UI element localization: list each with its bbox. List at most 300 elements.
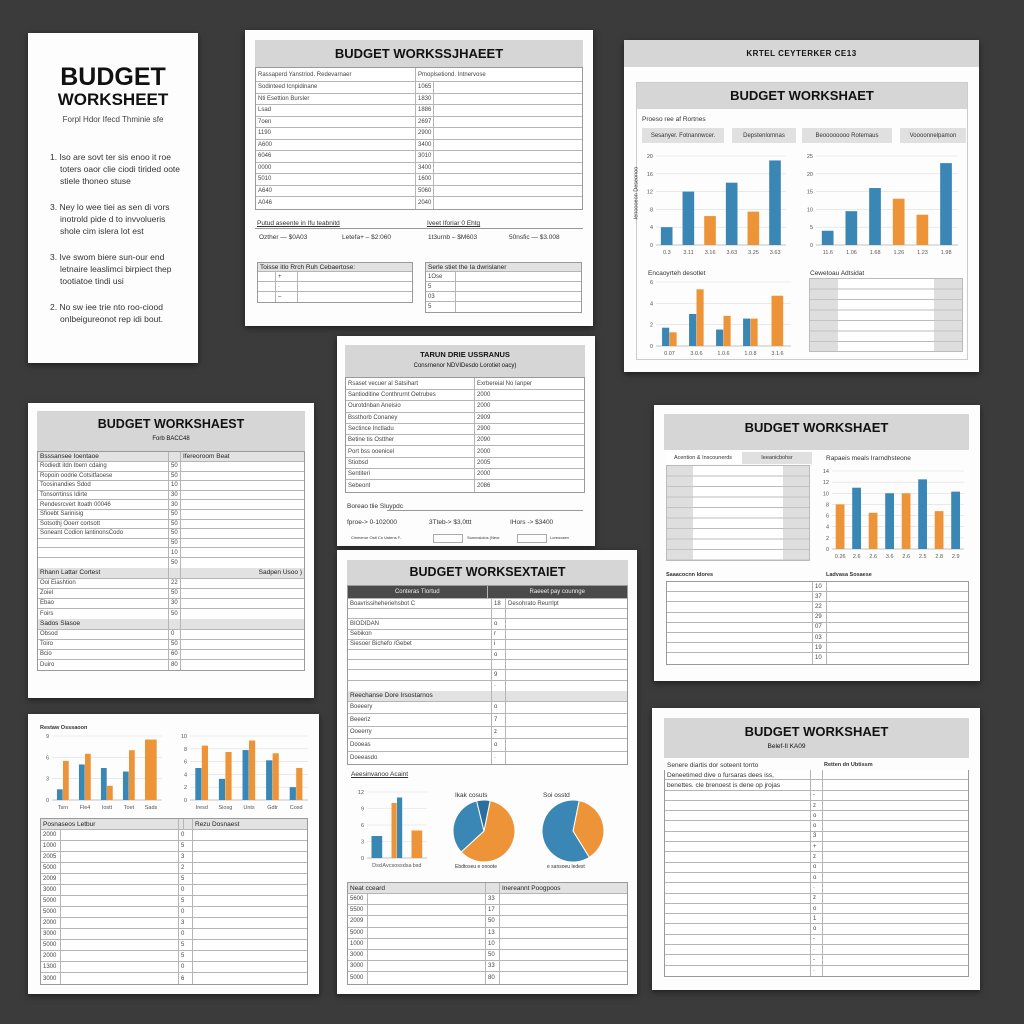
bar bbox=[195, 768, 201, 800]
bar bbox=[918, 479, 927, 549]
cover-title-line1: BUDGET bbox=[60, 63, 166, 91]
bar bbox=[57, 789, 63, 800]
bar bbox=[85, 754, 91, 800]
y-tick-label: 2 bbox=[825, 535, 829, 542]
table-cell bbox=[506, 630, 627, 639]
table-cell bbox=[500, 972, 627, 983]
bar-chart-a bbox=[640, 152, 790, 257]
x-tick-label: 2.5 bbox=[918, 554, 927, 560]
y-tick-label: 4 bbox=[183, 772, 187, 779]
bar bbox=[951, 492, 960, 549]
x-tick-label: Cosd bbox=[289, 805, 303, 811]
y-tick-label: 9 bbox=[45, 734, 49, 740]
table-cell bbox=[368, 950, 486, 960]
table-cell: 2005 bbox=[41, 852, 61, 862]
table-cell bbox=[827, 602, 968, 611]
table-row bbox=[665, 883, 968, 893]
table-row bbox=[665, 955, 968, 965]
table-row bbox=[38, 510, 304, 520]
table-cell: 0 bbox=[169, 630, 181, 639]
table-cell bbox=[193, 896, 307, 906]
table-cell: 0 bbox=[179, 929, 193, 939]
bottom-table bbox=[347, 882, 628, 985]
bar-chart-c bbox=[640, 278, 795, 358]
input-box[interactable] bbox=[433, 534, 463, 543]
table-cell bbox=[38, 558, 169, 568]
x-tick-label: 11.6 bbox=[822, 250, 833, 256]
x-tick-label: 3.1.6 bbox=[771, 351, 784, 357]
table-cell: 17 bbox=[486, 905, 500, 915]
table-cell bbox=[823, 924, 968, 933]
summary-right-label: Iveet Iforiar 0 Ehtg bbox=[427, 220, 481, 227]
table-cell: 5000 bbox=[348, 972, 368, 983]
x-tick-label: 1.06 bbox=[846, 250, 857, 256]
table-cell bbox=[368, 905, 486, 915]
x-tick-label: Iostt bbox=[101, 805, 113, 811]
table-cell bbox=[665, 924, 811, 933]
table-cell bbox=[506, 702, 627, 714]
pie-chart-2 bbox=[540, 798, 606, 864]
column-header: Toisse itlo Rrch Ruh Cebaertose: bbox=[260, 263, 356, 271]
table-row bbox=[256, 117, 582, 129]
table-cell: 2000 bbox=[41, 918, 61, 928]
table-row bbox=[667, 592, 968, 602]
sheet-title: BUDGET WORKSSJHAEET bbox=[255, 40, 583, 67]
table-row bbox=[256, 105, 582, 117]
table-row bbox=[346, 435, 584, 446]
table-row bbox=[38, 589, 304, 599]
table-row bbox=[41, 962, 307, 973]
table-row bbox=[41, 874, 307, 885]
table-cell: Stiobsd bbox=[346, 458, 475, 468]
table-cell bbox=[506, 660, 627, 669]
column-header: Inereannt Poogpoos bbox=[502, 884, 561, 892]
x-tick-label: Dsd bbox=[372, 863, 382, 869]
table-cell bbox=[500, 939, 627, 949]
table-cell: · bbox=[492, 681, 506, 691]
y-tick-label: 0 bbox=[183, 798, 187, 804]
bar bbox=[412, 831, 423, 859]
table-cell bbox=[434, 197, 582, 209]
table-cell: o bbox=[811, 811, 823, 820]
table-cell bbox=[193, 830, 307, 840]
table-row bbox=[346, 458, 584, 469]
bar bbox=[145, 740, 157, 800]
table-cell bbox=[667, 643, 813, 652]
table-cell: 50 bbox=[486, 950, 500, 960]
y-axis-label: Ienoooeon Deseonoo bbox=[633, 166, 640, 220]
table-row bbox=[41, 951, 307, 962]
bar bbox=[290, 787, 296, 800]
table-cell: 1 bbox=[811, 914, 823, 923]
section-label bbox=[181, 619, 304, 629]
left-chart-sheet bbox=[28, 714, 319, 994]
table-row bbox=[38, 529, 304, 539]
table-cell bbox=[506, 727, 627, 739]
bar bbox=[822, 231, 834, 245]
bar bbox=[296, 768, 302, 800]
table-row bbox=[667, 643, 968, 653]
y-tick-label: 0 bbox=[809, 243, 813, 249]
table-row bbox=[38, 520, 304, 530]
table-cell bbox=[258, 282, 276, 291]
table-cell bbox=[181, 520, 304, 529]
table-row bbox=[348, 939, 627, 950]
cover-instructions bbox=[46, 151, 188, 339]
table-cell bbox=[181, 579, 304, 588]
table-cell bbox=[193, 885, 307, 895]
chart-label: Restaw Osssaoon bbox=[40, 725, 88, 731]
table-cell: 5 bbox=[426, 282, 456, 291]
filter-pill[interactable]: Voooonnelpamon bbox=[900, 128, 966, 143]
table-cell: Sebikon bbox=[348, 630, 492, 639]
table-cell: 2009 bbox=[348, 916, 368, 926]
table-row bbox=[38, 548, 304, 558]
table-cell: Foirs bbox=[38, 609, 169, 619]
bar bbox=[219, 779, 225, 800]
chart-c-label: Encaoyrteh desotlet bbox=[648, 270, 706, 277]
table-row bbox=[348, 950, 627, 961]
table-cell bbox=[823, 780, 968, 789]
sheet-subtitle: Forb BACC48 bbox=[152, 436, 190, 442]
table-row bbox=[348, 619, 627, 629]
table-row bbox=[348, 894, 627, 905]
table-row bbox=[348, 609, 627, 619]
table-cell: 5000 bbox=[41, 940, 61, 950]
bar bbox=[225, 752, 231, 800]
table-cell: Sodinteed Icnpidinane bbox=[256, 82, 416, 93]
x-tick-label: 1.68 bbox=[869, 250, 881, 256]
input-box[interactable] bbox=[517, 534, 547, 543]
y-tick-label: 6 bbox=[183, 759, 187, 766]
table-cell bbox=[506, 640, 627, 649]
y-tick-label: 10 bbox=[806, 207, 813, 214]
table-row bbox=[348, 702, 627, 715]
table-cell bbox=[811, 770, 823, 779]
table-cell: Lsad bbox=[256, 105, 416, 116]
x-tick-label: 1.0.6 bbox=[717, 351, 730, 357]
table-cell bbox=[667, 623, 813, 632]
table-cell bbox=[506, 714, 627, 726]
table-cell: 2090 bbox=[477, 437, 491, 444]
table-cell: 50 bbox=[169, 558, 181, 568]
bar bbox=[869, 188, 881, 245]
table-cell bbox=[434, 186, 582, 197]
table-cell: o bbox=[811, 821, 823, 830]
table-row bbox=[667, 582, 968, 592]
table-cell bbox=[823, 935, 968, 944]
table-cell bbox=[434, 174, 582, 185]
table-cell bbox=[823, 955, 968, 964]
x-tick-label: 1.0.8 bbox=[744, 351, 757, 357]
table-cell: 3000 bbox=[348, 950, 368, 960]
box-label: Cinmenor Ostt Cn Ustens F- bbox=[351, 535, 402, 540]
table-cell bbox=[348, 670, 492, 679]
table-row bbox=[348, 972, 627, 983]
table-cell: 33 bbox=[486, 961, 500, 971]
table-cell: · bbox=[811, 966, 823, 976]
table-cell: 2000 bbox=[477, 392, 491, 399]
table-cell: + bbox=[811, 842, 823, 851]
table-cell: 5 bbox=[179, 951, 193, 961]
table-cell bbox=[667, 592, 813, 601]
bar-chart-e bbox=[36, 732, 166, 812]
bar bbox=[935, 511, 944, 549]
table-cell: 30 bbox=[169, 491, 181, 500]
x-tick-label: 3.16 bbox=[704, 250, 716, 256]
table-cell bbox=[368, 916, 486, 926]
table-cell: 2086 bbox=[477, 483, 491, 490]
table-cell: 3 bbox=[179, 852, 193, 862]
table-cell: 1886 bbox=[416, 105, 434, 116]
table-header bbox=[426, 263, 581, 272]
divider bbox=[387, 510, 583, 511]
table-cell bbox=[827, 633, 968, 642]
filter-pill[interactable]: Beoooooooo Rotemaus bbox=[802, 128, 892, 143]
sheet-header bbox=[664, 718, 969, 758]
bar bbox=[661, 227, 673, 245]
table-row bbox=[667, 613, 968, 623]
filter-pill[interactable]: Sesanyer. Fotnannwcer. bbox=[642, 128, 724, 143]
table-cell: Boeeery bbox=[348, 702, 492, 714]
table-cell bbox=[181, 500, 304, 509]
x-tick-label: 2.6 bbox=[852, 554, 861, 560]
section-label: Proeso ree af Rortnes bbox=[642, 116, 706, 123]
section-header bbox=[38, 568, 304, 579]
table-cell: Ropoin oodrie Cotsitfaoese bbox=[38, 472, 169, 481]
bar bbox=[372, 836, 383, 858]
filter-pill[interactable]: Depstenlomnas bbox=[732, 128, 796, 143]
table-row bbox=[346, 469, 584, 480]
table-row bbox=[38, 660, 304, 670]
tab-2[interactable]: Ieeanicbohsr bbox=[742, 452, 812, 464]
table-cell bbox=[434, 117, 582, 128]
table-row bbox=[258, 292, 412, 302]
gray-table bbox=[809, 278, 963, 352]
column-header bbox=[169, 452, 181, 461]
y-tick-label: 3 bbox=[360, 839, 364, 846]
table-cell: Bssthorb Conaney bbox=[346, 413, 475, 423]
y-tick-label: 10 bbox=[822, 491, 829, 498]
bar bbox=[743, 319, 750, 346]
expense-sheet bbox=[337, 336, 595, 546]
y-tick-label: 16 bbox=[646, 171, 653, 178]
cover-item: 1. Iso are sovt ter sis enoo it roe toters oaor clie ciodi tirided oote stiele thoneo stuse bbox=[50, 152, 181, 186]
table-row bbox=[38, 640, 304, 650]
table-cell bbox=[348, 681, 492, 691]
table-cell: - bbox=[811, 791, 823, 800]
table-cell bbox=[193, 907, 307, 917]
bar bbox=[772, 296, 784, 346]
table-cell: Siesoer Bichefo /Gebet bbox=[348, 640, 492, 649]
table-cell: 10 bbox=[169, 548, 181, 557]
table-cell bbox=[500, 961, 627, 971]
table-cell: 3 bbox=[179, 918, 193, 928]
table-header bbox=[346, 378, 584, 390]
table-cell: 3000 bbox=[41, 929, 61, 939]
bar bbox=[726, 183, 738, 245]
sheet-title: BUDGET WORKSEXTAIET bbox=[347, 560, 628, 585]
table-cell bbox=[823, 811, 968, 820]
table-cell: 3400 bbox=[416, 140, 434, 151]
small-table-right bbox=[425, 262, 582, 313]
table-cell bbox=[193, 929, 307, 939]
y-tick-label: 10 bbox=[180, 734, 187, 740]
table-row bbox=[348, 670, 627, 680]
table-cell bbox=[506, 609, 627, 618]
x-tick-label: 1.98 bbox=[940, 250, 952, 256]
table-cell: 5000 bbox=[41, 907, 61, 917]
summary-value: IHors -> $3400 bbox=[510, 519, 554, 526]
table-row bbox=[667, 653, 968, 663]
table-row bbox=[38, 481, 304, 491]
table-row bbox=[665, 863, 968, 873]
cover-item: 2. No sw iee trie nto roo-ciood onlbeigureonot rep idi bout. bbox=[50, 302, 164, 324]
table-row bbox=[38, 558, 304, 568]
bar bbox=[704, 216, 716, 245]
table-row bbox=[346, 413, 584, 424]
table-cell bbox=[665, 914, 811, 923]
bar bbox=[202, 746, 208, 800]
table-cell bbox=[667, 613, 813, 622]
table-cell bbox=[827, 653, 968, 663]
column-header: Serle stiet the Ia dwrislaner bbox=[428, 263, 507, 271]
table-cell: Boavrissiheheriehsbot C bbox=[348, 599, 492, 608]
x-tick-label: Sads bbox=[144, 805, 158, 811]
x-tick-label: Fle4 bbox=[79, 805, 91, 811]
table-cell bbox=[823, 863, 968, 872]
y-tick-label: 8 bbox=[649, 207, 653, 214]
table-cell bbox=[193, 918, 307, 928]
table-cell: 37 bbox=[813, 592, 827, 601]
table-cell: 3000 bbox=[41, 885, 61, 895]
table-cell bbox=[665, 863, 811, 872]
table-cell: A640 bbox=[256, 186, 416, 197]
table-cell: 33 bbox=[486, 894, 500, 904]
sheet-title: BUDGET WORKSHAEST bbox=[97, 417, 245, 431]
table-cell: 1000 bbox=[348, 939, 368, 949]
table-cell: 2009 bbox=[41, 874, 61, 884]
table-cell bbox=[368, 961, 486, 971]
y-tick-label: 2 bbox=[183, 785, 187, 792]
table-cell: 03 bbox=[813, 633, 827, 642]
table-row bbox=[348, 928, 627, 939]
table-header bbox=[258, 263, 412, 272]
table-cell: 80 bbox=[169, 660, 181, 670]
table-cell bbox=[181, 589, 304, 598]
sheet-header bbox=[37, 411, 305, 451]
table-cell: z bbox=[811, 894, 823, 903]
budget-table bbox=[255, 67, 583, 210]
table-cell bbox=[823, 914, 968, 923]
table-cell bbox=[181, 472, 304, 481]
column-header: Ifereoroom Beat bbox=[183, 453, 230, 460]
column-header: Neat cceard bbox=[348, 883, 486, 893]
pie-chart-1 bbox=[451, 798, 517, 864]
y-tick-label: 2 bbox=[649, 322, 653, 329]
bar bbox=[697, 289, 704, 346]
table-cell bbox=[823, 966, 968, 976]
pie1-label: Ikak cosuts bbox=[455, 792, 488, 799]
table-cell: 1065 bbox=[416, 82, 434, 93]
table-cell: Beeeriz bbox=[348, 714, 492, 726]
table-cell: Duiro bbox=[38, 660, 169, 670]
y-tick-label: 0 bbox=[825, 547, 829, 553]
table-cell: 50 bbox=[169, 539, 181, 548]
table-row bbox=[256, 94, 582, 106]
tab-1[interactable]: Acention & Inscounerds bbox=[666, 452, 740, 464]
table-cell: 19 bbox=[813, 643, 827, 652]
summary-label: Boreao tlie Sluypdc bbox=[347, 503, 404, 510]
table-cell bbox=[298, 282, 412, 291]
table-cell bbox=[193, 874, 307, 884]
table-cell bbox=[827, 613, 968, 622]
table-cell bbox=[368, 928, 486, 938]
table-cell: 2000 bbox=[41, 951, 61, 961]
table-cell bbox=[500, 928, 627, 938]
table-cell bbox=[61, 907, 179, 917]
box-label: Loreoosen bbox=[550, 535, 569, 540]
table-cell bbox=[193, 973, 307, 984]
table-row bbox=[665, 842, 968, 852]
table-cell bbox=[456, 272, 581, 281]
section-label bbox=[492, 691, 506, 701]
chart-sheet bbox=[624, 40, 979, 372]
table-cell bbox=[61, 962, 179, 972]
section-label bbox=[506, 691, 627, 701]
bar bbox=[243, 750, 249, 800]
y-tick-label: 15 bbox=[806, 189, 813, 196]
table-cell: o bbox=[811, 863, 823, 872]
column-header: Posnaseos Letbur bbox=[41, 819, 179, 829]
table-row bbox=[41, 852, 307, 863]
table-row bbox=[41, 841, 307, 852]
section-label: Rhann Lattar Cortest bbox=[38, 568, 169, 578]
center-worksheet bbox=[337, 550, 637, 994]
table-cell bbox=[38, 548, 169, 557]
x-tick-label: Avcsossdsa bbox=[382, 863, 412, 869]
center-table bbox=[347, 585, 628, 765]
x-tick-label: Tsrn bbox=[57, 805, 69, 811]
table-cell: Dooeas bbox=[348, 739, 492, 751]
table-cell: o bbox=[811, 904, 823, 913]
x-tick-label: 0.3 bbox=[663, 250, 671, 256]
table-cell bbox=[665, 883, 811, 892]
bar bbox=[662, 328, 669, 346]
table-cell bbox=[500, 916, 627, 926]
table-row bbox=[256, 197, 582, 209]
sheet-title: BUDGET WORKSHAET bbox=[637, 83, 967, 109]
table-row bbox=[41, 918, 307, 929]
table-header bbox=[256, 68, 582, 82]
table-cell: 2040 bbox=[416, 197, 434, 209]
x-tick-label: bsd bbox=[412, 863, 422, 869]
table-cell bbox=[823, 883, 968, 892]
table-cell: Rendesrcvert Itoath 00046 bbox=[38, 500, 169, 509]
y-tick-label: 6 bbox=[45, 755, 49, 762]
table-cell bbox=[665, 832, 811, 841]
table-cell: Soneant Codion lantinonsCodo bbox=[38, 529, 169, 538]
table-row bbox=[665, 935, 968, 945]
table-cell bbox=[181, 609, 304, 619]
table-cell bbox=[348, 609, 492, 618]
table-row bbox=[41, 885, 307, 896]
table-cell bbox=[181, 539, 304, 548]
table-cell bbox=[492, 660, 506, 669]
table-cell: Bcio bbox=[38, 650, 169, 659]
table-row bbox=[41, 896, 307, 907]
table-cell: Sectince Inctladu bbox=[346, 424, 475, 434]
